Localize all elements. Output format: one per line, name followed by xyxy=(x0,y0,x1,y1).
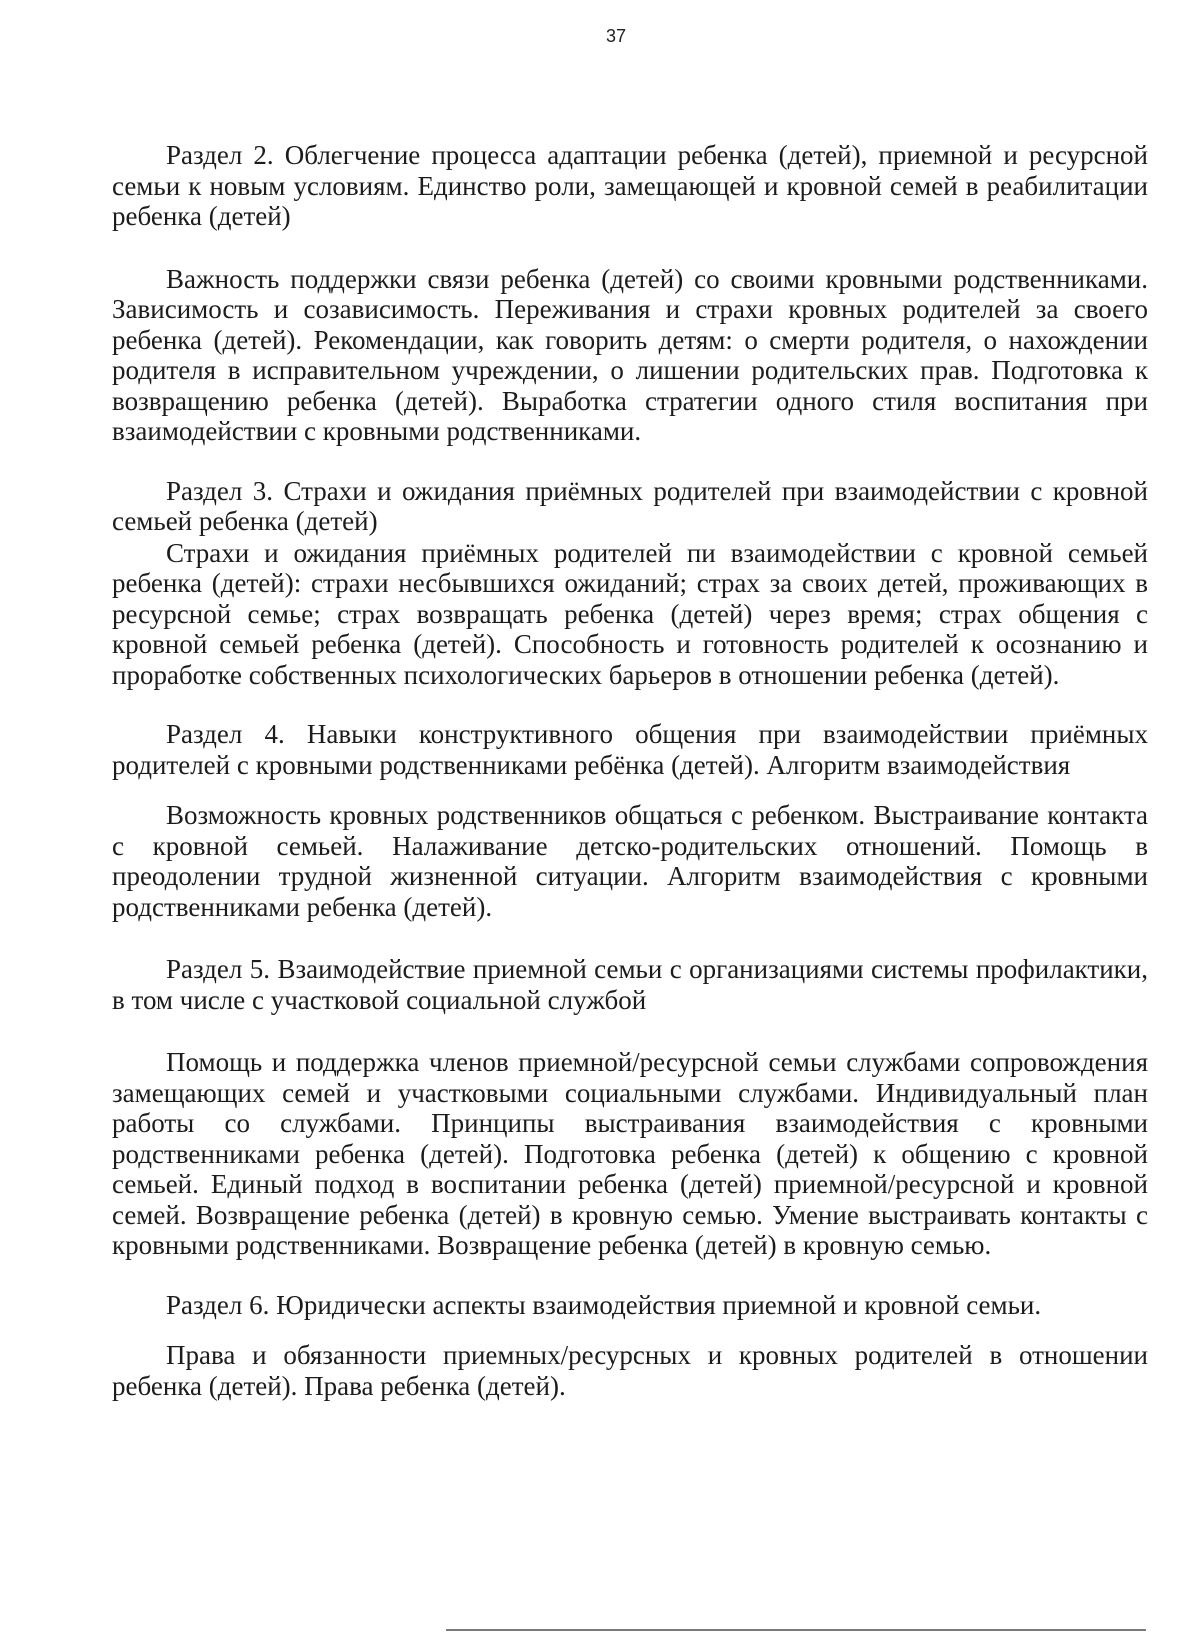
section-4-heading: Раздел 4. Навыки конструктивного общения при взаимодействии приёмных родителей с кровными родственниками ребёнка (детей). Алгоритм взаимодействия xyxy=(112,719,1148,780)
section-6-heading: Раздел 6. Юридически аспекты взаимодействия приемной и кровной семьи. xyxy=(166,1289,1042,1320)
section-3-body: Страхи и ожидания приёмных родителей пи взаимодействии с кровной семьей ребенка (детей): страхи несбывшихся ожиданий; страх за своих детей, проживающих в ресурсной семье; страх возвращать ребенка (детей) через время; страх общения с кровной семьей ребенка (детей). Способность и готовность родителей к осознанию и проработке собственных психологических барьеров в отношении ребенка (детей). xyxy=(112,537,1148,690)
page-number: 37 xyxy=(605,26,627,46)
section-6-body: Права и обязанности приемных/ресурсных и кровных родителей в отношении ребенка (детей). Права ребенка (детей). xyxy=(112,1340,1148,1401)
section-2-heading: Раздел 2. Облегчение процесса адаптации ребенка (детей), приемной и ресурсной семьи к новым условиям. Единство роли, замещающей и кровной семей в реабилитации ребенка (детей) xyxy=(112,140,1148,231)
section-5-heading: Раздел 5. Взаимодействие приемной семьи с организациями системы профилактики, в том числе с участковой социальной службой xyxy=(112,954,1148,1015)
section-5-body: Помощь и поддержка членов приемной/ресурсной семьи службами сопровождения замещающих семей и участковыми социальными службами. Индивидуальный план работы со службами. Принципы выстраивания взаимодействия с кровными родственниками ребенка (детей). Подготовка ребенка (детей) к общению с кровной семьей. Единый подход в воспитании ребенка (детей) приемной/ресурсной и кровной семей. Возвращение ребенка (детей) в кровную семью. Умение выстраивать контакты с кровными родственниками. Возвращение ребенка (детей) в кровную семью. xyxy=(112,1047,1148,1260)
section-4-body: Возможность кровных родственников общаться с ребенком. Выстраивание контакта с кровной семьей. Налаживание детско-родительских отношений. Помощь в преодолении трудной жизненной ситуации. Алгоритм взаимодействия с кровными родственниками ребенка (детей). xyxy=(112,800,1148,922)
section-3-heading: Раздел 3. Страхи и ожидания приёмных родителей при взаимодействии с кровной семьей ребенка (детей) xyxy=(112,475,1148,536)
bottom-rule xyxy=(446,1629,1146,1631)
document-body xyxy=(112,140,1148,1401)
section-2-body: Важность поддержки связи ребенка (детей) со своими кровными родственниками. Зависимость и созависимость. Переживания и страхи кровных родителей за своего ребенка (детей). Рекомендации, как говорить детям: о смерти родителя, о нахождении родителя в исправительном учреждении, о лишении родительских прав. Подготовка к возвращению ребенка (детей). Выработка стратегии одного стиля воспитания при взаимодействии с кровными родственниками. xyxy=(112,263,1148,446)
